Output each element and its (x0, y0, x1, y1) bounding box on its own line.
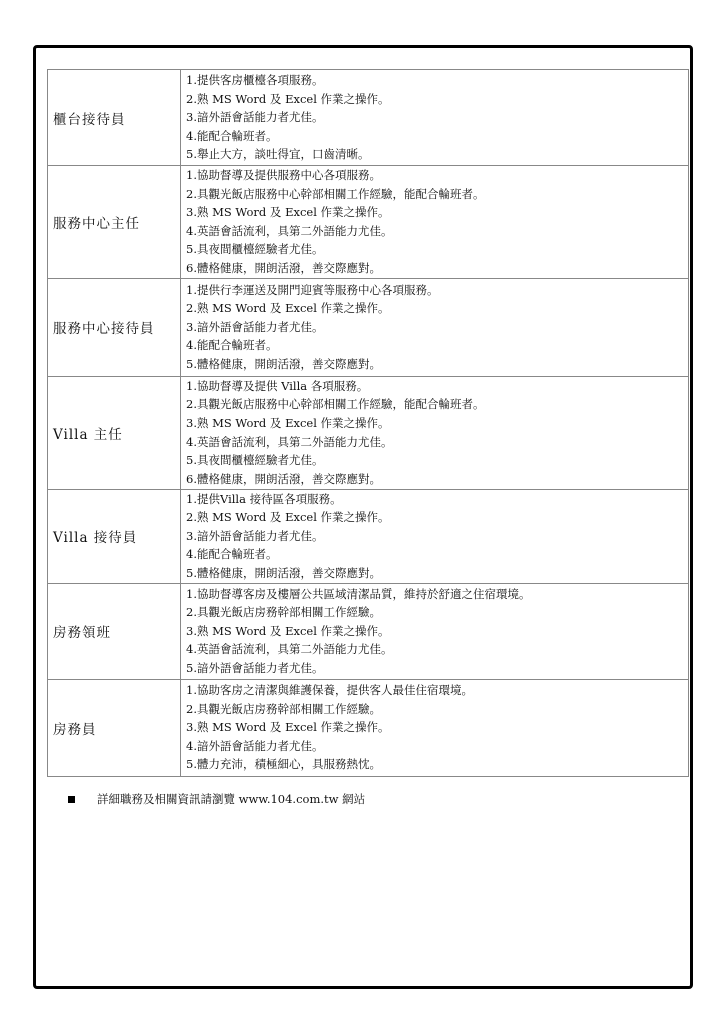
job-title: 房務員 (48, 679, 181, 776)
table-row (48, 679, 689, 776)
footnote-text: 詳細職務及相關資訊請瀏覽 www.104.com.tw 網站 (97, 792, 366, 806)
requirement-item: 3.熟 MS Word 及 Excel 作業之操作。 (186, 720, 390, 735)
requirement-item: 2.熟 MS Word 及 Excel 作業之操作。 (186, 510, 390, 525)
table-row (48, 70, 689, 166)
requirement-item: 5.具夜間櫃檯經驗者尤佳。 (186, 453, 324, 468)
job-title: Villa 主任 (48, 376, 181, 489)
requirement-item: 2.熟 MS Word 及 Excel 作業之操作。 (186, 91, 390, 106)
requirement-item: 3.諳外語會話能力者尤佳。 (186, 319, 324, 334)
requirement-item: 5.體格健康，開朗活潑，善交際應對。 (186, 356, 381, 371)
requirement-item: 5.諳外語會話能力者尤佳。 (186, 660, 324, 675)
table-row (48, 278, 689, 376)
requirement-item: 5.體力充沛，積極細心，具服務熱忱。 (186, 757, 381, 772)
square-bullet-icon (68, 796, 75, 803)
requirement-item: 4.英語會話流利，具第二外語能力尤佳。 (186, 434, 393, 449)
requirement-item: 3.諳外語會話能力者尤佳。 (186, 110, 324, 125)
job-requirements (181, 583, 689, 679)
requirement-item: 3.熟 MS Word 及 Excel 作業之操作。 (186, 623, 390, 638)
requirement-item: 4.能配合輪班者。 (186, 338, 278, 353)
requirement-item: 1.協助督導及提供 Villa 各項服務。 (186, 378, 369, 393)
requirement-item: 6.體格健康，開朗活潑，善交際應對。 (186, 260, 381, 275)
requirement-item: 1.提供行李運送及開門迎賓等服務中心各項服務。 (186, 282, 439, 297)
requirement-item: 4.能配合輪班者。 (186, 547, 278, 562)
table-row (48, 376, 689, 489)
requirement-item: 5.舉止大方，談吐得宜，口齒清晰。 (186, 147, 370, 162)
job-title: 服務中心主任 (48, 166, 181, 279)
footnote (68, 791, 365, 807)
requirement-item: 6.體格健康，開朗活潑，善交際應對。 (186, 471, 381, 486)
job-requirements (181, 489, 689, 583)
requirement-item: 1.提供Villa 接待區各項服務。 (186, 491, 342, 506)
job-requirements-table (47, 69, 689, 777)
requirement-item: 4.能配合輪班者。 (186, 128, 278, 143)
requirement-item: 4.英語會話流利，具第二外語能力尤佳。 (186, 642, 393, 657)
job-title: 房務領班 (48, 583, 181, 679)
job-requirements (181, 70, 689, 166)
requirement-item: 1.協助客房之清潔與維護保養，提供客人最佳住宿環境。 (186, 683, 473, 698)
job-title: Villa 接待員 (48, 489, 181, 583)
requirement-item: 2.具觀光飯店房務幹部相關工作經驗。 (186, 701, 381, 716)
requirement-item: 4.英語會話流利，具第二外語能力尤佳。 (186, 223, 393, 238)
requirement-item: 2.具觀光飯店服務中心幹部相關工作經驗，能配合輪班者。 (186, 186, 485, 201)
requirement-item: 5.體格健康，開朗活潑，善交際應對。 (186, 565, 381, 580)
requirement-item: 2.具觀光飯店房務幹部相關工作經驗。 (186, 605, 381, 620)
requirement-item: 3.熟 MS Word 及 Excel 作業之操作。 (186, 415, 390, 430)
table-row (48, 489, 689, 583)
requirement-item: 2.熟 MS Word 及 Excel 作業之操作。 (186, 301, 390, 316)
requirement-item: 2.具觀光飯店服務中心幹部相關工作經驗，能配合輪班者。 (186, 397, 485, 412)
table-row (48, 166, 689, 279)
requirement-item: 1.協助督導及提供服務中心各項服務。 (186, 168, 381, 182)
requirement-item: 3.諳外語會話能力者尤佳。 (186, 528, 324, 543)
job-title: 服務中心接待員 (48, 278, 181, 376)
job-requirements (181, 166, 689, 279)
requirement-item: 4.諳外語會話能力者尤佳。 (186, 738, 324, 753)
job-requirements (181, 679, 689, 776)
requirement-item: 1.協助督導客房及樓層公共區域清潔品質，維持於舒適之住宿環境。 (186, 586, 531, 601)
requirement-item: 1.提供客房櫃檯各項服務。 (186, 73, 324, 88)
requirement-item: 3.熟 MS Word 及 Excel 作業之操作。 (186, 205, 390, 220)
table-row (48, 583, 689, 679)
requirement-item: 5.具夜間櫃檯經驗者尤佳。 (186, 242, 324, 257)
job-requirements (181, 278, 689, 376)
job-requirements (181, 376, 689, 489)
job-title: 櫃台接待員 (48, 70, 181, 166)
